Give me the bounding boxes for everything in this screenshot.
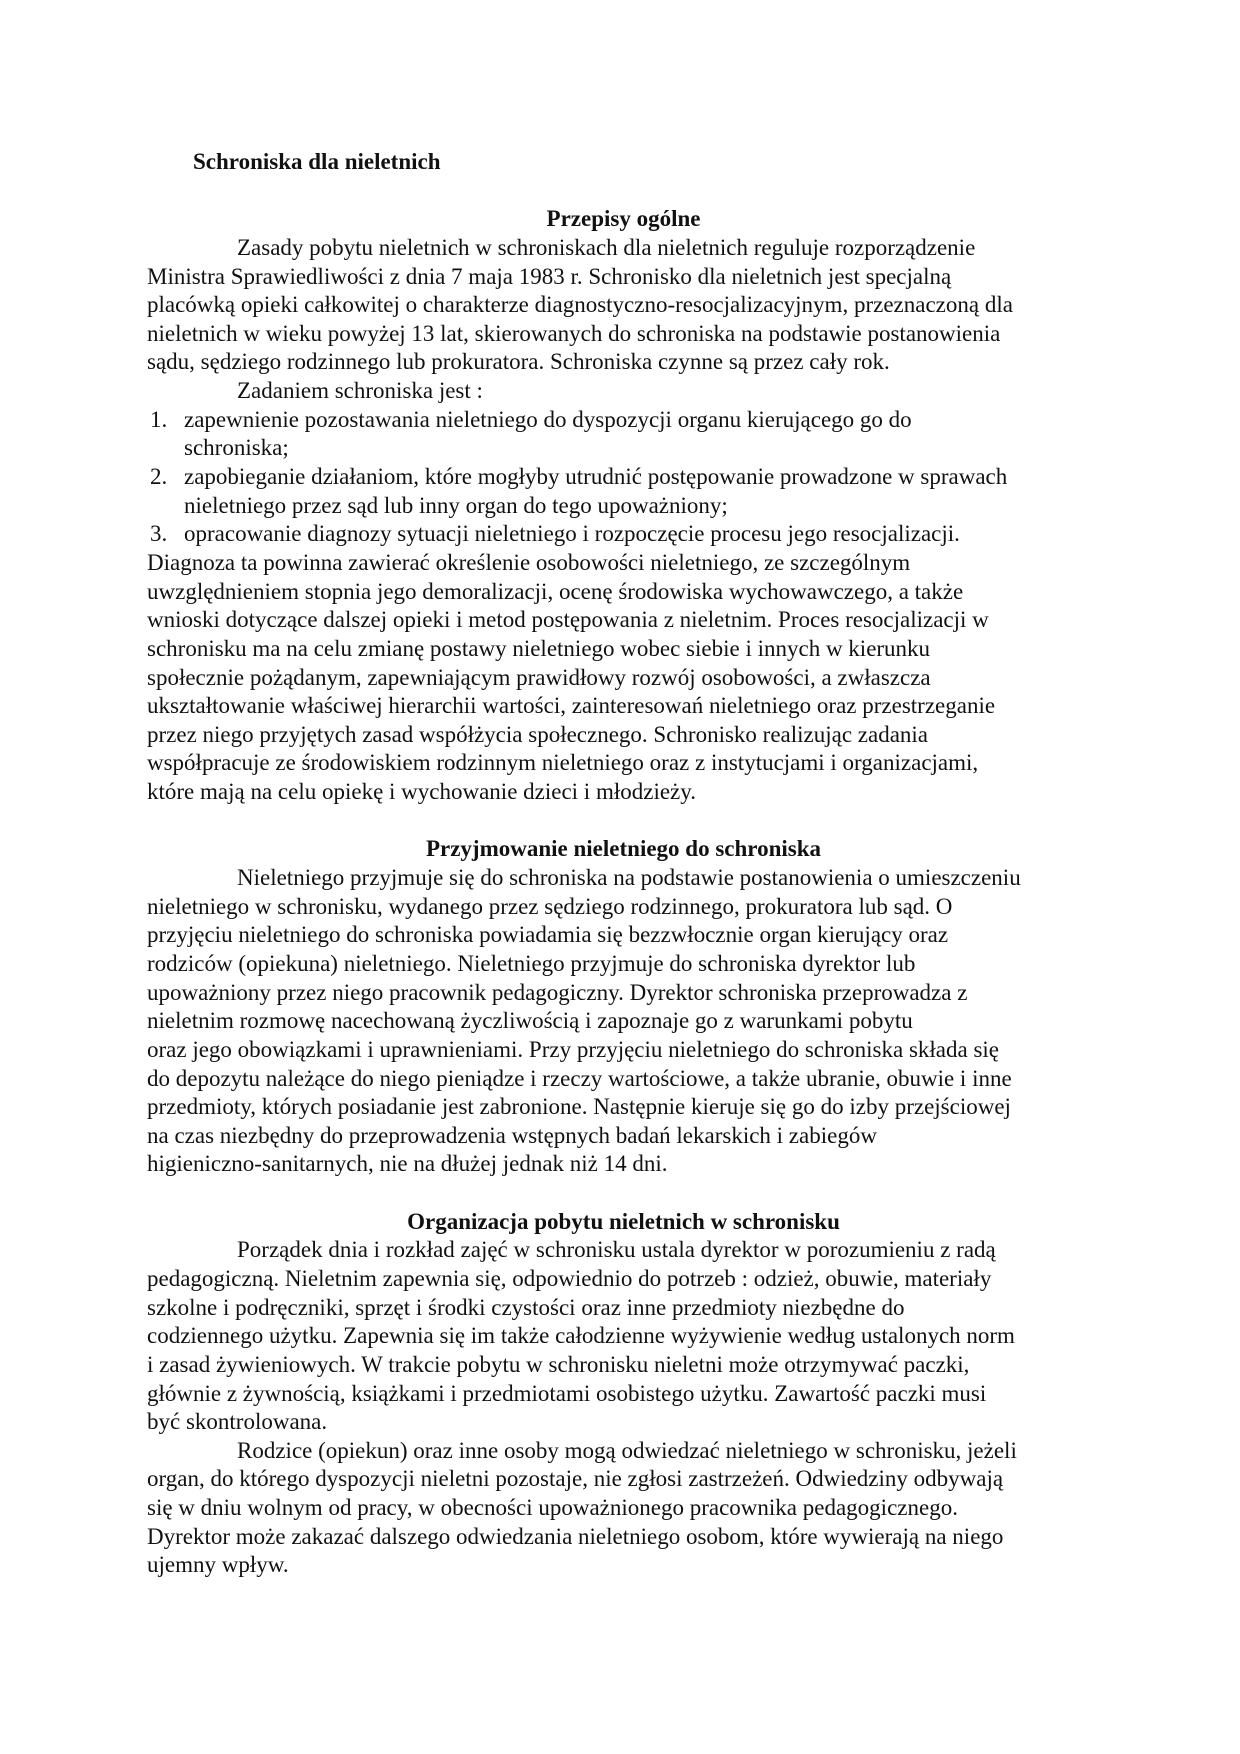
paragraph-line: placówką opieki całkowitej o charakterze diagnostyczno-resocjalizacyjnym, przeznaczoną dla xyxy=(147,292,1013,318)
paragraph-line: i zasad żywieniowych. W trakcie pobytu w schronisku nieletni może otrzymywać paczki, xyxy=(147,1351,970,1377)
paragraph-line: Rodzice (opiekun) oraz inne osoby mogą odwiedzać nieletniego w schronisku, jeżeli xyxy=(237,1437,1017,1463)
section-heading: Przepisy ogólne xyxy=(546,206,701,232)
paragraph-line: pedagogiczną. Nieletnim zapewnia się, odpowiednio do potrzeb : odzież, obuwie, materiały xyxy=(147,1265,992,1291)
paragraph-line: schronisku ma na celu zmianę postawy nieletniego wobec siebie i innych w kierunku xyxy=(147,635,931,661)
paragraph-line: Porządek dnia i rozkład zajęć w schronisku ustala dyrektor w porozumieniu z radą xyxy=(237,1237,996,1263)
paragraph-line: do depozytu należące do niego pieniądze i rzeczy wartościowe, a także ubranie, obuwie i inne xyxy=(147,1065,1012,1091)
paragraph-line: przez niego przyjętych zasad współżycia społecznego. Schronisko realizując zadania xyxy=(147,721,929,747)
paragraph-line: wnioski dotyczące dalszej opieki i metod postępowania z nieletnim. Proces resocjalizacji w xyxy=(147,607,989,633)
paragraph-line: które mają na celu opiekę i wychowanie dzieci i młodzieży. xyxy=(147,779,697,805)
paragraph-line: sądu, sędziego rodzinnego lub prokuratora. Schroniska czynne są przez cały rok. xyxy=(147,349,890,375)
paragraph-line: przedmioty, których posiadanie jest zabronione. Następnie kieruje się go do izby przejściowej xyxy=(147,1094,1011,1120)
paragraph-line: na czas niezbędny do przeprowadzenia wstępnych badań lekarskich i zabiegów xyxy=(147,1122,877,1148)
section-heading: Przyjmowanie nieletniego do schroniska xyxy=(425,836,822,862)
paragraph-line: szkolne i podręczniki, sprzęt i środki czystości oraz inne przedmioty niezbędne do xyxy=(147,1294,905,1320)
paragraph-line: rodziców (opiekuna) nieletniego. Nieletniego przyjmuje do schroniska dyrektor lub xyxy=(147,950,916,976)
paragraph-line: współpracuje ze środowiskiem rodzinnym nieletniego oraz z instytucjami i organizacjami, xyxy=(147,750,979,776)
list-item-line xyxy=(147,492,1100,521)
paragraph-line: głównie z żywnością, książkami i przedmiotami osobistego użytku. Zawartość paczki musi xyxy=(147,1380,987,1406)
paragraph-line: społecznie pożądanym, zapewniającym prawidłowy rozwój osobowości, a zwłaszcza xyxy=(147,664,931,690)
paragraph-line: nieletniego w schronisku, wydanego przez sędziego rodzinnego, prokuratora lub sąd. O xyxy=(147,893,953,919)
paragraph-line: upoważniony przez niego pracownik pedagogiczny. Dyrektor schroniska przeprowadza z xyxy=(147,979,968,1005)
paragraph-line: ujemny wpływ. xyxy=(147,1552,289,1578)
document-title: Schroniska dla nieletnich xyxy=(193,149,441,174)
list-item-text: schroniska; xyxy=(184,435,289,461)
section-heading: Organizacja pobytu nieletnich w schronisku xyxy=(407,1208,840,1234)
list-number: 2. xyxy=(150,464,168,490)
list-item-line xyxy=(147,463,1100,492)
list-number: 3. xyxy=(150,521,168,547)
paragraph-line: Zadaniem schroniska jest : xyxy=(237,378,483,404)
blank-line xyxy=(147,1179,1100,1208)
paragraph-line: oraz jego obowiązkami i uprawnieniami. Przy przyjęciu nieletniego do schroniska składa się xyxy=(147,1036,1000,1062)
list-item-line xyxy=(147,520,1100,549)
paragraph-line: Nieletniego przyjmuje się do schroniska na podstawie postanowienia o umieszczeniu xyxy=(237,865,1021,891)
paragraph-line: Ministra Sprawiedliwości z dnia 7 maja 1983 r. Schronisko dla nieletnich jest specjalną xyxy=(147,263,952,289)
blank-line xyxy=(147,807,1100,836)
paragraph-line: organ, do którego dyspozycji nieletni pozostaje, nie zgłosi zastrzeżeń. Odwiedziny odbywają xyxy=(147,1466,1004,1492)
paragraph-line: przyjęciu nieletniego do schroniska powiadamia się bezzwłocznie organ kierujący oraz xyxy=(147,922,949,948)
document-page xyxy=(147,148,1100,1580)
paragraph-line: być skontrolowana. xyxy=(147,1409,328,1435)
list-item-line xyxy=(147,434,1100,463)
paragraph-line: codziennego użytku. Zapewnia się im także całodzienne wyżywienie według ustalonych norm xyxy=(147,1323,1015,1349)
paragraph-line: Diagnoza ta powinna zawierać określenie osobowości nieletniego, ze szczególnym xyxy=(147,549,911,575)
list-item-text: opracowanie diagnozy sytuacji nieletniego i rozpoczęcie procesu jego resocjalizacji. xyxy=(184,521,960,547)
paragraph-line: higieniczno-sanitarnych, nie na dłużej jednak niż 14 dni. xyxy=(147,1151,668,1177)
blank-line xyxy=(147,177,1100,206)
list-item-text: nieletniego przez sąd lub inny organ do tego upoważniony; xyxy=(184,492,728,518)
paragraph-line: nieletnim rozmowę nacechowaną życzliwością i zapoznaje go z warunkami pobytu xyxy=(147,1008,913,1034)
paragraph-line: nieletnich w wieku powyżej 13 lat, skierowanych do schroniska na podstawie postanowienia xyxy=(147,320,1001,346)
paragraph-line: ukształtowanie właściwej hierarchii wartości, zainteresowań nieletniego oraz przestrzeganie xyxy=(147,693,996,719)
list-item-text: zapewnienie pozostawania nieletniego do dyspozycji organu kierującego go do xyxy=(184,406,912,432)
paragraph-line: uwzględnieniem stopnia jego demoralizacji, ocenę środowiska wychowawczego, a także xyxy=(147,578,964,604)
list-number: 1. xyxy=(150,406,168,432)
paragraph-line: się w dniu wolnym od pracy, w obecności upoważnionego pracownika pedagogicznego. xyxy=(147,1495,958,1521)
list-item-line xyxy=(147,406,1100,435)
paragraph-line: Dyrektor może zakazać dalszego odwiedzania nieletniego osobom, które wywierają na niego xyxy=(147,1523,1004,1549)
list-item-text: zapobieganie działaniom, które mogłyby utrudnić postępowanie prowadzone w sprawach xyxy=(184,464,1008,490)
paragraph-line: Zasady pobytu nieletnich w schroniskach dla nieletnich reguluje rozporządzenie xyxy=(237,234,976,260)
